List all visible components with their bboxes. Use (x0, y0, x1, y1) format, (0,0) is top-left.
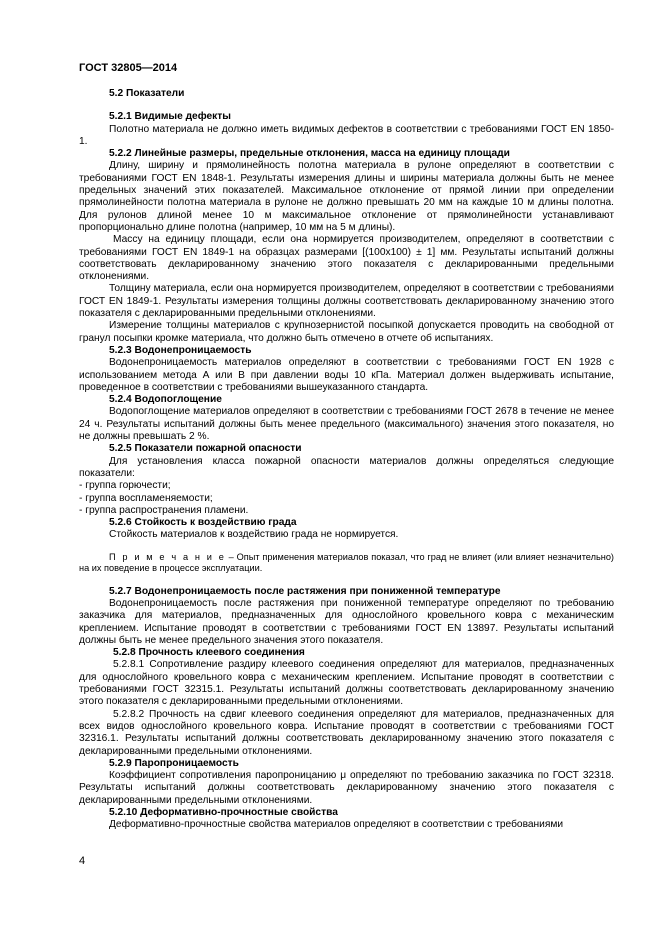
list-item: - группа горючести; (79, 480, 171, 492)
note-label: П р и м е ч а н и е (109, 551, 226, 562)
paragraph: Деформативно-прочностные свойства материалов определяют в соответствии с требованиями (109, 819, 564, 831)
paragraph: Водонепроницаемость после растяжения при пониженной температуре определяют по требованию заказчика для материалов, предназначенных для однослойного кровельного ковра с механическим креплением. Испытание проводят в соответствии с требованиями ГОСТ EN 13897. Результаты испытаний должны быть не менее предельного значения этого показателя. (79, 597, 614, 646)
section-heading-5-2-5: 5.2.5 Показатели пожарной опасности (109, 443, 302, 455)
section-heading-5-2-6: 5.2.6 Стойкость к воздействию града (109, 517, 297, 529)
page-number: 4 (79, 855, 86, 867)
section-heading-5-2: 5.2 Показатели (109, 88, 185, 99)
list-item: - группа распространения пламени. (79, 504, 249, 516)
note (79, 552, 614, 574)
section-heading-5-2-1: 5.2.1 Видимые дефекты (109, 111, 231, 123)
paragraph: 5.2.8.1 Сопротивление раздиру клеевого соединения определяют для материалов, предназначенных для однослойного кровельного ковра с механическим креплением. Испытание проводят в соответствии с требованиями ГОСТ 32315.1. Результаты испытаний должны соответствовать декларированному значению этого показателя с декларированными предельными отклонениями. (79, 659, 614, 708)
list-item: - группа воспламеняемости; (79, 492, 213, 504)
document-header: ГОСТ 32805—2014 (79, 62, 178, 74)
paragraph: Стойкость материалов к воздействию града не нормируется. (109, 529, 399, 541)
paragraph: Водопоглощение материалов определяют в соответствии с требованиями ГОСТ 2678 в течение не менее 24 ч. Результаты испытаний должны быть менее предельного (максимального) значения этого показателя, но не должны превышать 2 %. (79, 406, 614, 443)
paragraph: Водонепроницаемость материалов определяют в соответствии с требованиями ГОСТ EN 1928 с использованием метода А или В при давлении воды 10 кПа. Материал должен выдерживать испытание, проведенное в соответствии с требованиями вышеуказанного стандарта. (79, 357, 614, 393)
section-heading-5-2-9: 5.2.9 Паропроницаемость (109, 757, 239, 769)
section-heading-5-2-8: 5.2.8 Прочность клеевого соединения (113, 647, 305, 659)
paragraph: Коэффициент сопротивления паропроницанию μ определяют по требованию заказчика по ГОСТ 32318. Результаты испытаний должны соответствовать декларированному значению этого показателя с декларированными предельными отклонениями. (79, 770, 614, 806)
section-heading-5-2-7: 5.2.7 Водонепроницаемость после растяжения при пониженной температуре (109, 585, 501, 597)
section-heading-5-2-4: 5.2.4 Водопоглощение (109, 394, 222, 406)
paragraph: Полотно материала не должно иметь видимых дефектов в соответствии с требованиями ГОСТ EN 1850-1. (79, 123, 614, 147)
paragraph: 5.2.8.2 Прочность на сдвиг клеевого соединения определяют для материалов, предназначенных для всех видов однослойного кровельного ковра. Испьтание проводят в соответствии с требованиями ГОСТ 32316.1. Результаты испытаний должны соответствовать декларированному значению этого показателя с декларированными предельными отклонениями. (79, 708, 614, 757)
paragraph: Массу на единицу площади, если она нормируется производителем, определяют в соответствии с требованиями ГОСТ EN 1849-1 на образцах размерами [(100х100) ± 1] мм. Результаты испытаний должны соответствовать декларированному значению этого показателя с декларированными предельными отклонениями. (79, 234, 614, 283)
note-text: – Опыт применения материалов показал, что град не влияет (или влияет незначительно) на их поведение в процессе эксплуатации. (79, 551, 614, 573)
paragraph: Длину, ширину и прямолинейность полотна материала в рулоне определяют в соответствии с требованиями ГОСТ EN 1848-1. Результаты измерения длины и ширины материала должны быть не менее предельных значений этих показателей. Максимальное отклонение от прямой линии при определении прямолинейности полотна материала в рулоне не должно превышать 20 мм на каждые 10 м длины полотна. Для рулонов длиной менее 10 м максимальное отклонение от прямолинейности устанавливают пропорционально длине полотна (например, 10 мм на 5 м длины). (79, 160, 614, 233)
paragraph: Толщину материала, если она нормируется производителем, определяют в соответствии с требованиями ГОСТ EN 1849-1. Результаты измерения толщины должны соответствовать декларированному значению этого показателя с декларированными предельными отклонениями. (79, 283, 614, 320)
paragraph: Измерение толщины материалов с крупнозернистой посыпкой допускается проводить на свободной от гранул посыпки кромке материала, что должно быть отмечено в отчете об испытаниях. (79, 320, 614, 344)
document-body (79, 88, 614, 832)
section-heading-5-2-2: 5.2.2 Линейные размеры, предельные отклонения, масса на единицу площади (109, 148, 510, 160)
paragraph: Для установления класса пожарной опасности материалов должны определяться следующие показатели: (79, 455, 614, 479)
section-heading-5-2-10: 5.2.10 Деформативно-прочностные свойства (109, 807, 338, 819)
section-heading-5-2-3: 5.2.3 Водонепроницаемость (109, 344, 252, 356)
